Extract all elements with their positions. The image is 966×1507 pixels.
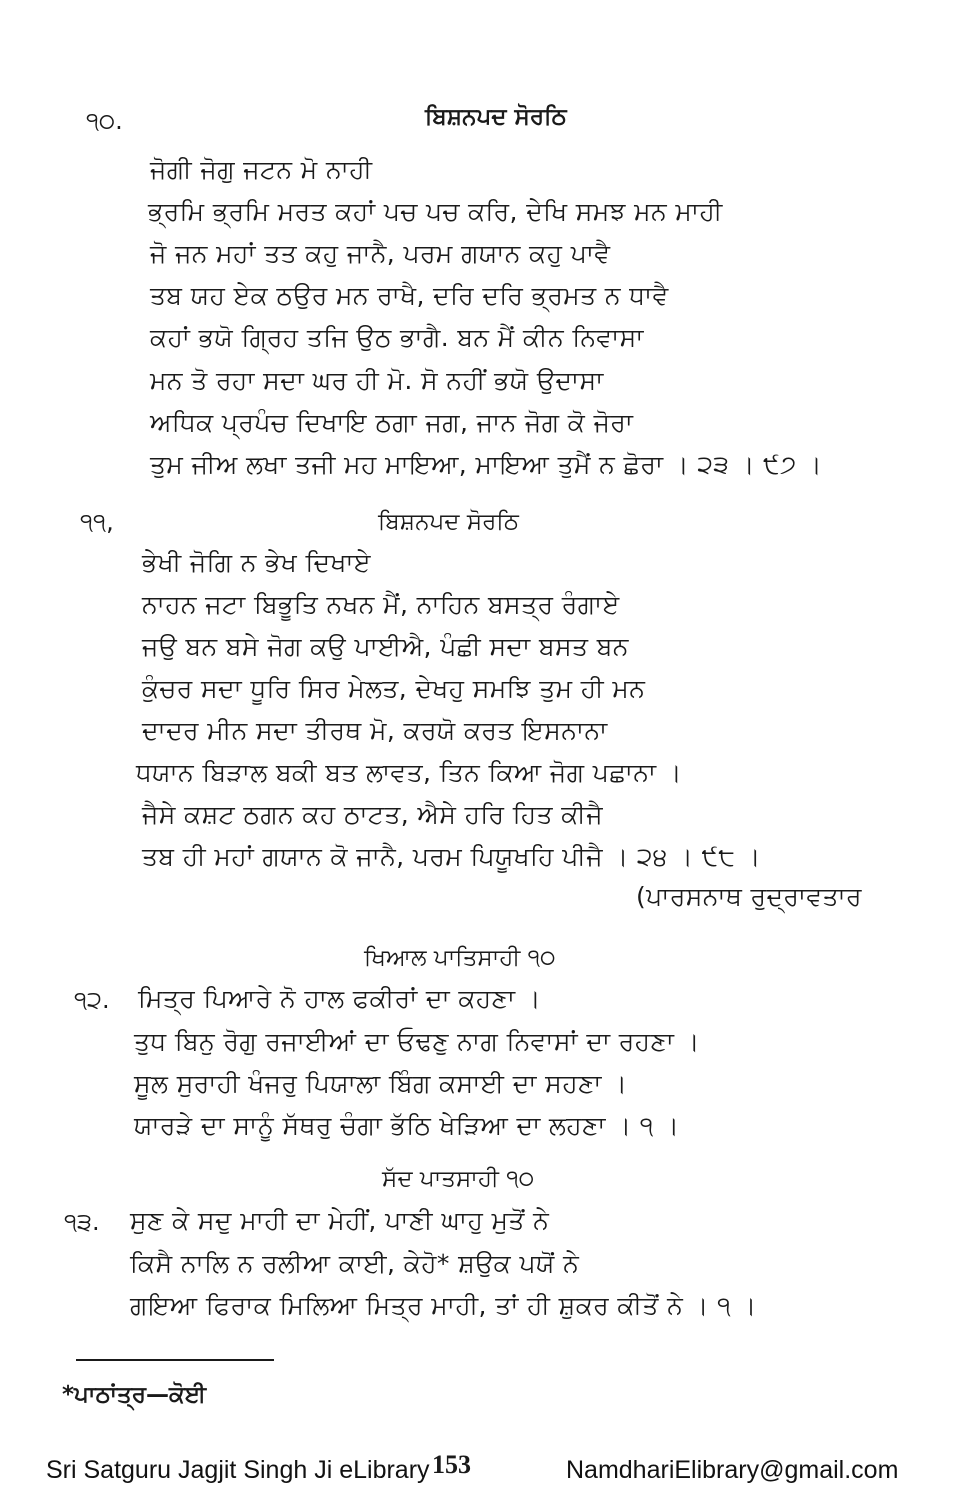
section-13-number: ੧੩.: [64, 1208, 100, 1236]
section-11-heading: ਬਿਸ਼ਨਪਦ ਸੋਰਠਿ: [378, 509, 519, 535]
section-11-line-4: ਕੁੰਚਰ ਸਦਾ ਧੂਰਿ ਸਿਰ ਮੇਲਤ, ਦੇਖਹੁ ਸਮਝਿ ਤੁਮ ਹੀ ਮਨ: [142, 674, 646, 703]
section-11-number: ੧੧,: [80, 508, 114, 536]
section-13-line-3: ਗਇਆ ਫਿਰਾਕ ਮਿਲਿਆ ਮਿਤ੍ਰ ਮਾਹੀ, ਤਾਂ ਹੀ ਸ਼ੁਕਰ ਕੀਤੋਂ ਨੇ । ੧ ।: [130, 1291, 757, 1320]
section-13-line-2: ਕਿਸੈ ਨਾਲਿ ਨ ਰਲੀਆ ਕਾਈ, ਕੇਹੋ* ਸ਼ਉਕ ਪਯੋਂ ਨੇ: [130, 1249, 580, 1278]
section-12-line-3: ਸੂਲ ਸੁਰਾਹੀ ਖੰਜਰੁ ਪਿਯਾਲਾ ਬਿੰਗ ਕਸਾਈ ਦਾ ਸਹਣਾ ।: [134, 1069, 628, 1098]
section-10-heading: ਬਿਸ਼ਨਪਦ ਸੋਰਠਿ: [425, 104, 567, 130]
section-10-line-8: ਤੁਮ ਜੀਅ ਲਖਾ ਤਜੀ ਮਹ ਮਾਇਆ, ਮਾਇਆ ਤੁਮੈਂ ਨ ਛੋਰਾ । ੨੩ । ੯੭ ।: [150, 450, 823, 479]
footnote: *ਪਾਠਾਂਤ੍ਰ—ਕੋਈ: [62, 1382, 207, 1408]
section-12-line-2: ਤੁਧ ਬਿਨੁ ਰੋਗੁ ਰਜਾਈਆਂ ਦਾ ਓਢਣੁ ਨਾਗ ਨਿਵਾਸਾਂ ਦਾ ਰਹਣਾ ।: [134, 1027, 700, 1056]
section-12-line-1: ਮਿਤ੍ਰ ਪਿਆਰੇ ਨੋ ਹਾਲ ਫਕੀਰਾਂ ਦਾ ਕਹਣਾ ।: [138, 984, 541, 1013]
section-11-line-3: ਜਉ ਬਨ ਬਸੇ ਜੋਗ ਕਉ ਪਾਈਐ, ਪੰਛੀ ਸਦਾ ਬਸਤ ਬਨ: [142, 632, 629, 661]
footnote-divider: [76, 1359, 274, 1361]
section-12-line-4: ਯਾਰੜੇ ਦਾ ਸਾਨੂੰ ਸੱਥਰੁ ਚੰਗਾ ਭੱਠਿ ਖੇੜਿਆ ਦਾ ਲਹਣਾ । ੧ ।: [134, 1111, 680, 1140]
section-10-line-2: ਭ੍ਰਮਿ ਭ੍ਰਮਿ ਮਰਤ ਕਹਾਂ ਪਚ ਪਚ ਕਰਿ, ਦੇਖਿ ਸਮਝ ਮਨ ਮਾਹੀ: [148, 197, 723, 226]
section-13-heading: ਸੱਦ ਪਾਤਸਾਹੀ ੧੦: [382, 1166, 535, 1192]
footer-library-name: Sri Satguru Jagjit Singh Ji eLibrary: [46, 1456, 430, 1484]
section-11-line-5: ਦਾਦਰ ਮੀਨ ਸਦਾ ਤੀਰਥ ਮੋ, ਕਰਯੋ ਕਰਤ ਇਸਨਾਨਾ: [142, 716, 608, 745]
section-12-heading: ਖਿਆਲ ਪਾਤਿਸਾਹੀ ੧੦: [364, 945, 556, 971]
section-12-number: ੧੨.: [74, 986, 110, 1014]
section-10-number: ੧੦.: [86, 107, 123, 135]
section-10-line-6: ਮਨ ਤੋ ਰਹਾ ਸਦਾ ਘਰ ਹੀ ਮੋ. ਸੋ ਨਹੀਂ ਭਯੋ ਉਦਾਸਾ: [150, 366, 604, 395]
section-10-line-1: ਜੋਗੀ ਜੋਗੁ ਜਟਨ ਮੋ ਨਾਹੀ: [150, 155, 373, 184]
section-11-line-1: ਭੇਖੀ ਜੋਗਿ ਨ ਭੇਖ ਦਿਖਾਏ: [142, 548, 371, 577]
section-11-attribution: (ਪਾਰਸਨਾਥ ਰੁਦ੍ਰਾਵਤਾਰ: [636, 882, 862, 911]
section-11-line-8: ਤਬ ਹੀ ਮਹਾਂ ਗਯਾਨ ਕੋ ਜਾਨੈ, ਪਰਮ ਪਿਯੂਖਹਿ ਪੀਜੈ । ੨੪ । ੯੮ ।: [142, 842, 761, 871]
section-10-line-5: ਕਹਾਂ ਭਯੋ ਗ੍ਰਿਹ ਤਜਿ ਉਠ ਭਾਗੈ. ਬਨ ਮੈਂ ਕੀਨ ਨਿਵਾਸਾ: [150, 323, 644, 352]
section-10-line-4: ਤਬ ਯਹ ਏਕ ਠਉਰ ਮਨ ਰਾਖੈ, ਦਰਿ ਦਰਿ ਭ੍ਰਮਤ ਨ ਧਾਵੈ: [150, 281, 669, 310]
section-11-line-7: ਜੈਸੇ ਕਸ਼ਟ ਠਗਨ ਕਹ ਠਾਟਤ, ਐਸੇ ਹਰਿ ਹਿਤ ਕੀਜੈ: [142, 800, 603, 829]
page-number: 153: [432, 1450, 471, 1479]
section-11-line-2: ਨਾਹਨ ਜਟਾ ਬਿਭੂਤਿ ਨਖਨ ਮੈਂ, ਨਾਹਿਨ ਬਸਤ੍ਰ ਰੰਗਾਏ: [142, 590, 620, 619]
section-13-line-1: ਸੁਣ ਕੇ ਸਦੁ ਮਾਹੀ ਦਾ ਮੇਹੀਂ, ਪਾਣੀ ਘਾਹੁ ਮੁਤੋਂ ਨੇ: [130, 1206, 550, 1235]
footer-email[interactable]: NamdhariElibrary@gmail.com: [566, 1456, 899, 1484]
section-10-line-7: ਅਧਿਕ ਪ੍ਰਪੰਚ ਦਿਖਾਇ ਠਗਾ ਜਗ, ਜਾਨ ਜੋਗ ਕੋ ਜੋਰਾ: [150, 408, 634, 437]
section-10-line-3: ਜੋ ਜਨ ਮਹਾਂ ਤਤ ਕਹੁ ਜਾਨੈ, ਪਰਮ ਗਯਾਨ ਕਹੁ ਪਾਵੈ: [150, 239, 611, 268]
section-11-line-6: ਧਯਾਨ ਬਿੜਾਲ ਬਕੀ ਬਤ ਲਾਵਤ, ਤਿਨ ਕਿਆ ਜੋਗ ਪਛਾਨਾ ।: [136, 758, 683, 787]
